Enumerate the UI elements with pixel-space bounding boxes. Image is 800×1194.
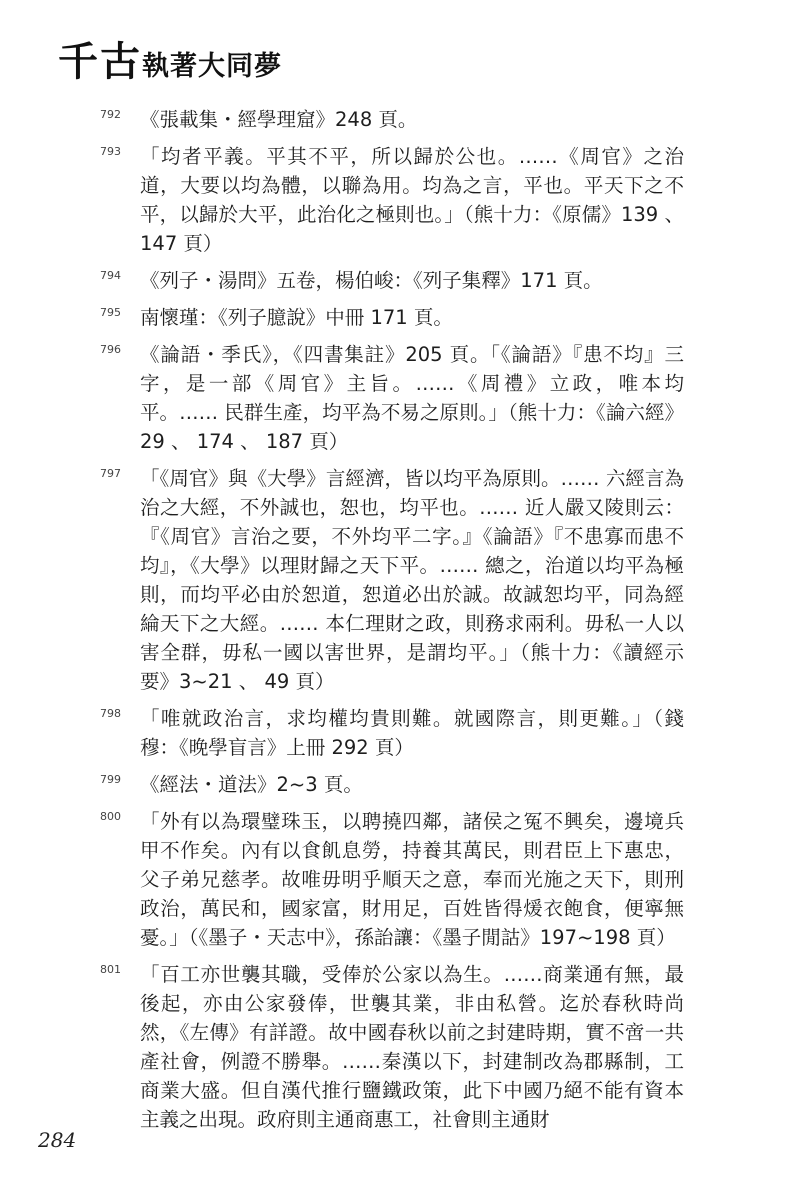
footnote-number: 800 bbox=[100, 810, 121, 823]
book-title-sub: 執著大同夢 bbox=[142, 51, 282, 82]
footnote-text: 《張載集・經學理窟》248 頁。 bbox=[140, 108, 418, 131]
footnote bbox=[100, 142, 684, 258]
footnote bbox=[100, 770, 684, 799]
footnote-text: 南懷瑾：《列子臆說》中冊 171 頁。 bbox=[140, 306, 453, 329]
footnote-number: 794 bbox=[100, 269, 121, 282]
footnote bbox=[100, 464, 684, 696]
footnote-number: 795 bbox=[100, 306, 121, 319]
footnote-text: 「唯就政治言，求均權均貴則難。就國際言，則更難。」（錢穆：《晚學盲言》上冊 292 頁） bbox=[140, 707, 684, 759]
running-header bbox=[58, 30, 282, 87]
footnote bbox=[100, 303, 684, 332]
footnote-number: 792 bbox=[100, 108, 121, 121]
footnote bbox=[100, 704, 684, 762]
footnote bbox=[100, 105, 684, 134]
footnote bbox=[100, 807, 684, 952]
footnote-text: 「百工亦世襲其職，受俸於公家以為生。……商業通有無，最後起，亦由公家發俸，世襲其業，非由私營。迄於春秋時尚然，《左傳》有詳證。故中國春秋以前之封建時期，實不啻一共產社會，例證不勝舉。……秦漢以下，封建制改為郡縣制，工商業大盛。但自漢代推行鹽鐵政策，此下中國乃絕不能有資本主義之出現。政府則主通商惠工，社會則主通財 bbox=[140, 963, 684, 1131]
footnote-number: 801 bbox=[100, 963, 121, 976]
footnote-text: 「《周官》與《大學》言經濟，皆以均平為原則。…… 六經言為治之大經，不外誠也，恕也，均平也。…… 近人嚴又陵則云：『《周官》言治之要，不外均平二字。』《論語》『不患寡而患不均』，《大學》以理財歸之天下平。…… 總之，治道以均平為極則，而均平必由於恕道，恕道必出於誠。故誠恕均平，同為經綸天下之大經。…… 本仁理財之政，則務求兩利。毋私一人以害全群，毋私一國以害世界，是謂均平。」（熊十力：《讀經示要》3~21 、 49 頁） bbox=[140, 467, 684, 693]
footnote-number: 798 bbox=[100, 707, 121, 720]
footnote-text: 《列子・湯問》五卷，楊伯峻：《列子集釋》171 頁。 bbox=[140, 269, 603, 292]
footnote-text: 「外有以為環璧珠玉，以聘撓四鄰，諸侯之冤不興矣，邊境兵甲不作矣。內有以食飢息勞，持養其萬民，則君臣上下惠忠，父子弟兄慈孝。故唯毋明乎順天之意，奉而光施之天下，則刑政治，萬民和，國家富，財用足，百姓皆得煖衣飽食，便寧無憂。」（《墨子・天志中》，孫詒讓：《墨子閒詁》197~198 頁） bbox=[140, 810, 684, 949]
footnote-number: 797 bbox=[100, 467, 121, 480]
footnote-text: 《經法・道法》2~3 頁。 bbox=[140, 773, 363, 796]
footnote-text: 「均者平義。平其不平，所以歸於公也。……《周官》之治道，大要以均為體，以聯為用。均為之言，平也。平天下之不平，以歸於大平，此治化之極則也。」（熊十力：《原儒》139 、 147 頁） bbox=[140, 145, 684, 255]
footnote bbox=[100, 340, 684, 456]
footnotes bbox=[100, 105, 684, 1142]
book-title-main: 千古 bbox=[58, 38, 142, 85]
footnote-number: 799 bbox=[100, 773, 121, 786]
footnote-number: 793 bbox=[100, 145, 121, 158]
footnote-text: 《論語・季氏》，《四書集註》205 頁。「《論語》『患不均』三字，是一部《周官》主旨。……《周禮》立政，唯本均平。…… 民群生產，均平為不易之原則。」（熊十力：《論六經》29 、 174 、 187 頁） bbox=[140, 343, 684, 453]
footnote-number: 796 bbox=[100, 343, 121, 356]
page-number: 284 bbox=[38, 1128, 77, 1152]
footnote bbox=[100, 266, 684, 295]
footnote bbox=[100, 960, 684, 1134]
